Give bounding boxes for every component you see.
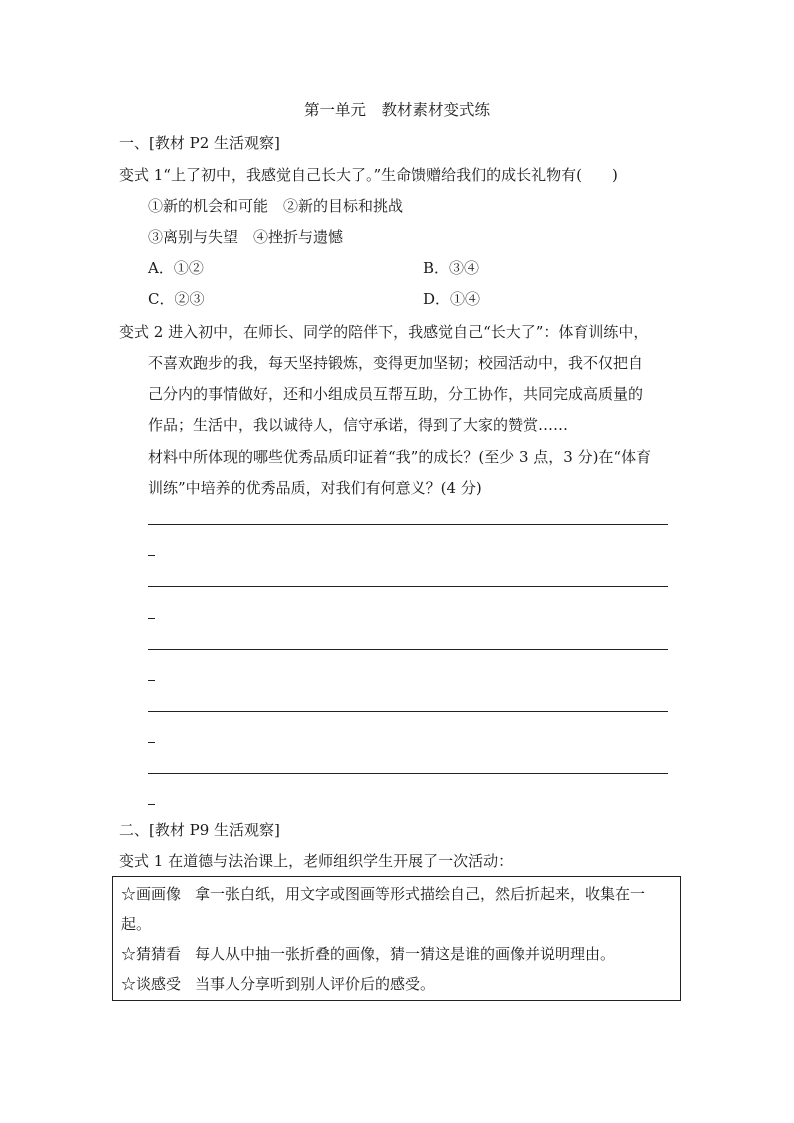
- activity-desc: 拿一张白纸，用文字或图画等形式描绘自己，然后折起来，收集在一: [195, 885, 646, 903]
- answer-line[interactable]: [148, 586, 668, 587]
- question-1-stem: 变式 1“上了初中，我感觉自己长大了。”生命馈赠给我们的成长礼物有( ): [119, 166, 618, 184]
- options-line-1: ①新的机会和可能 ②新的目标和挑战: [148, 197, 404, 215]
- choice-c: C．②③: [148, 290, 205, 308]
- choice-d: D．①④: [423, 290, 481, 308]
- choice-b: B．③④: [423, 259, 480, 277]
- section-2-question-1-stem: 变式 1 在道德与法治课上，老师组织学生开展了一次活动：: [119, 852, 514, 870]
- activity-desc-continued: 起。: [121, 915, 152, 933]
- answer-line[interactable]: [148, 524, 668, 525]
- answer-line[interactable]: [148, 649, 668, 650]
- section-2-heading: 二、[教材 P9 生活观察]: [119, 821, 280, 839]
- question-2-line-1: 变式 2 进入初中，在师长、同学的陪伴下，我感觉自己“长大了”：体育训练中，: [119, 323, 649, 341]
- activity-name: ☆画画像: [121, 885, 182, 903]
- activity-name: ☆猜猜看: [121, 945, 182, 963]
- activity-item: [121, 974, 435, 994]
- activity-item: [121, 944, 615, 964]
- answer-line-dash: [148, 618, 155, 619]
- options-line-2: ③离别与失望 ④挫折与遗憾: [148, 228, 344, 246]
- question-2-line-4: 作品；生活中，我以诚待人，信守承诺，得到了大家的赞赏……: [148, 416, 569, 434]
- activity-name: ☆谈感受: [121, 975, 182, 993]
- answer-line-dash: [148, 804, 155, 805]
- page-title: 第一单元 教材素材变式练: [303, 101, 490, 119]
- section-1-heading: 一、[教材 P2 生活观察]: [119, 134, 280, 152]
- choice-a: A．①②: [148, 259, 204, 277]
- answer-line[interactable]: [148, 711, 668, 712]
- activity-item: [121, 884, 645, 904]
- question-2-line-2: 不喜欢跑步的我，每天坚持锻炼，变得更加坚韧；校园活动中，我不仅把自: [148, 354, 644, 372]
- activity-desc: 每人从中抽一张折叠的画像，猜一猜这是谁的画像并说明理由。: [195, 945, 616, 963]
- question-2-prompt-line-1: 材料中所体现的哪些优秀品质印证着“我”的成长？(至少 3 点，3 分)在“体育: [148, 448, 652, 466]
- answer-line-dash: [148, 555, 155, 556]
- activity-box: [112, 876, 681, 1001]
- answer-line-dash: [148, 680, 155, 681]
- question-2-prompt-line-2: 训练”中培养的优秀品质，对我们有何意义？(4 分): [148, 479, 482, 497]
- activity-desc: 当事人分享听到别人评价后的感受。: [195, 975, 436, 993]
- question-2-line-3: 己分内的事情做好，还和小组成员互帮互助，分工协作，共同完成高质量的: [148, 385, 644, 403]
- answer-line-dash: [148, 742, 155, 743]
- answer-line[interactable]: [148, 773, 668, 774]
